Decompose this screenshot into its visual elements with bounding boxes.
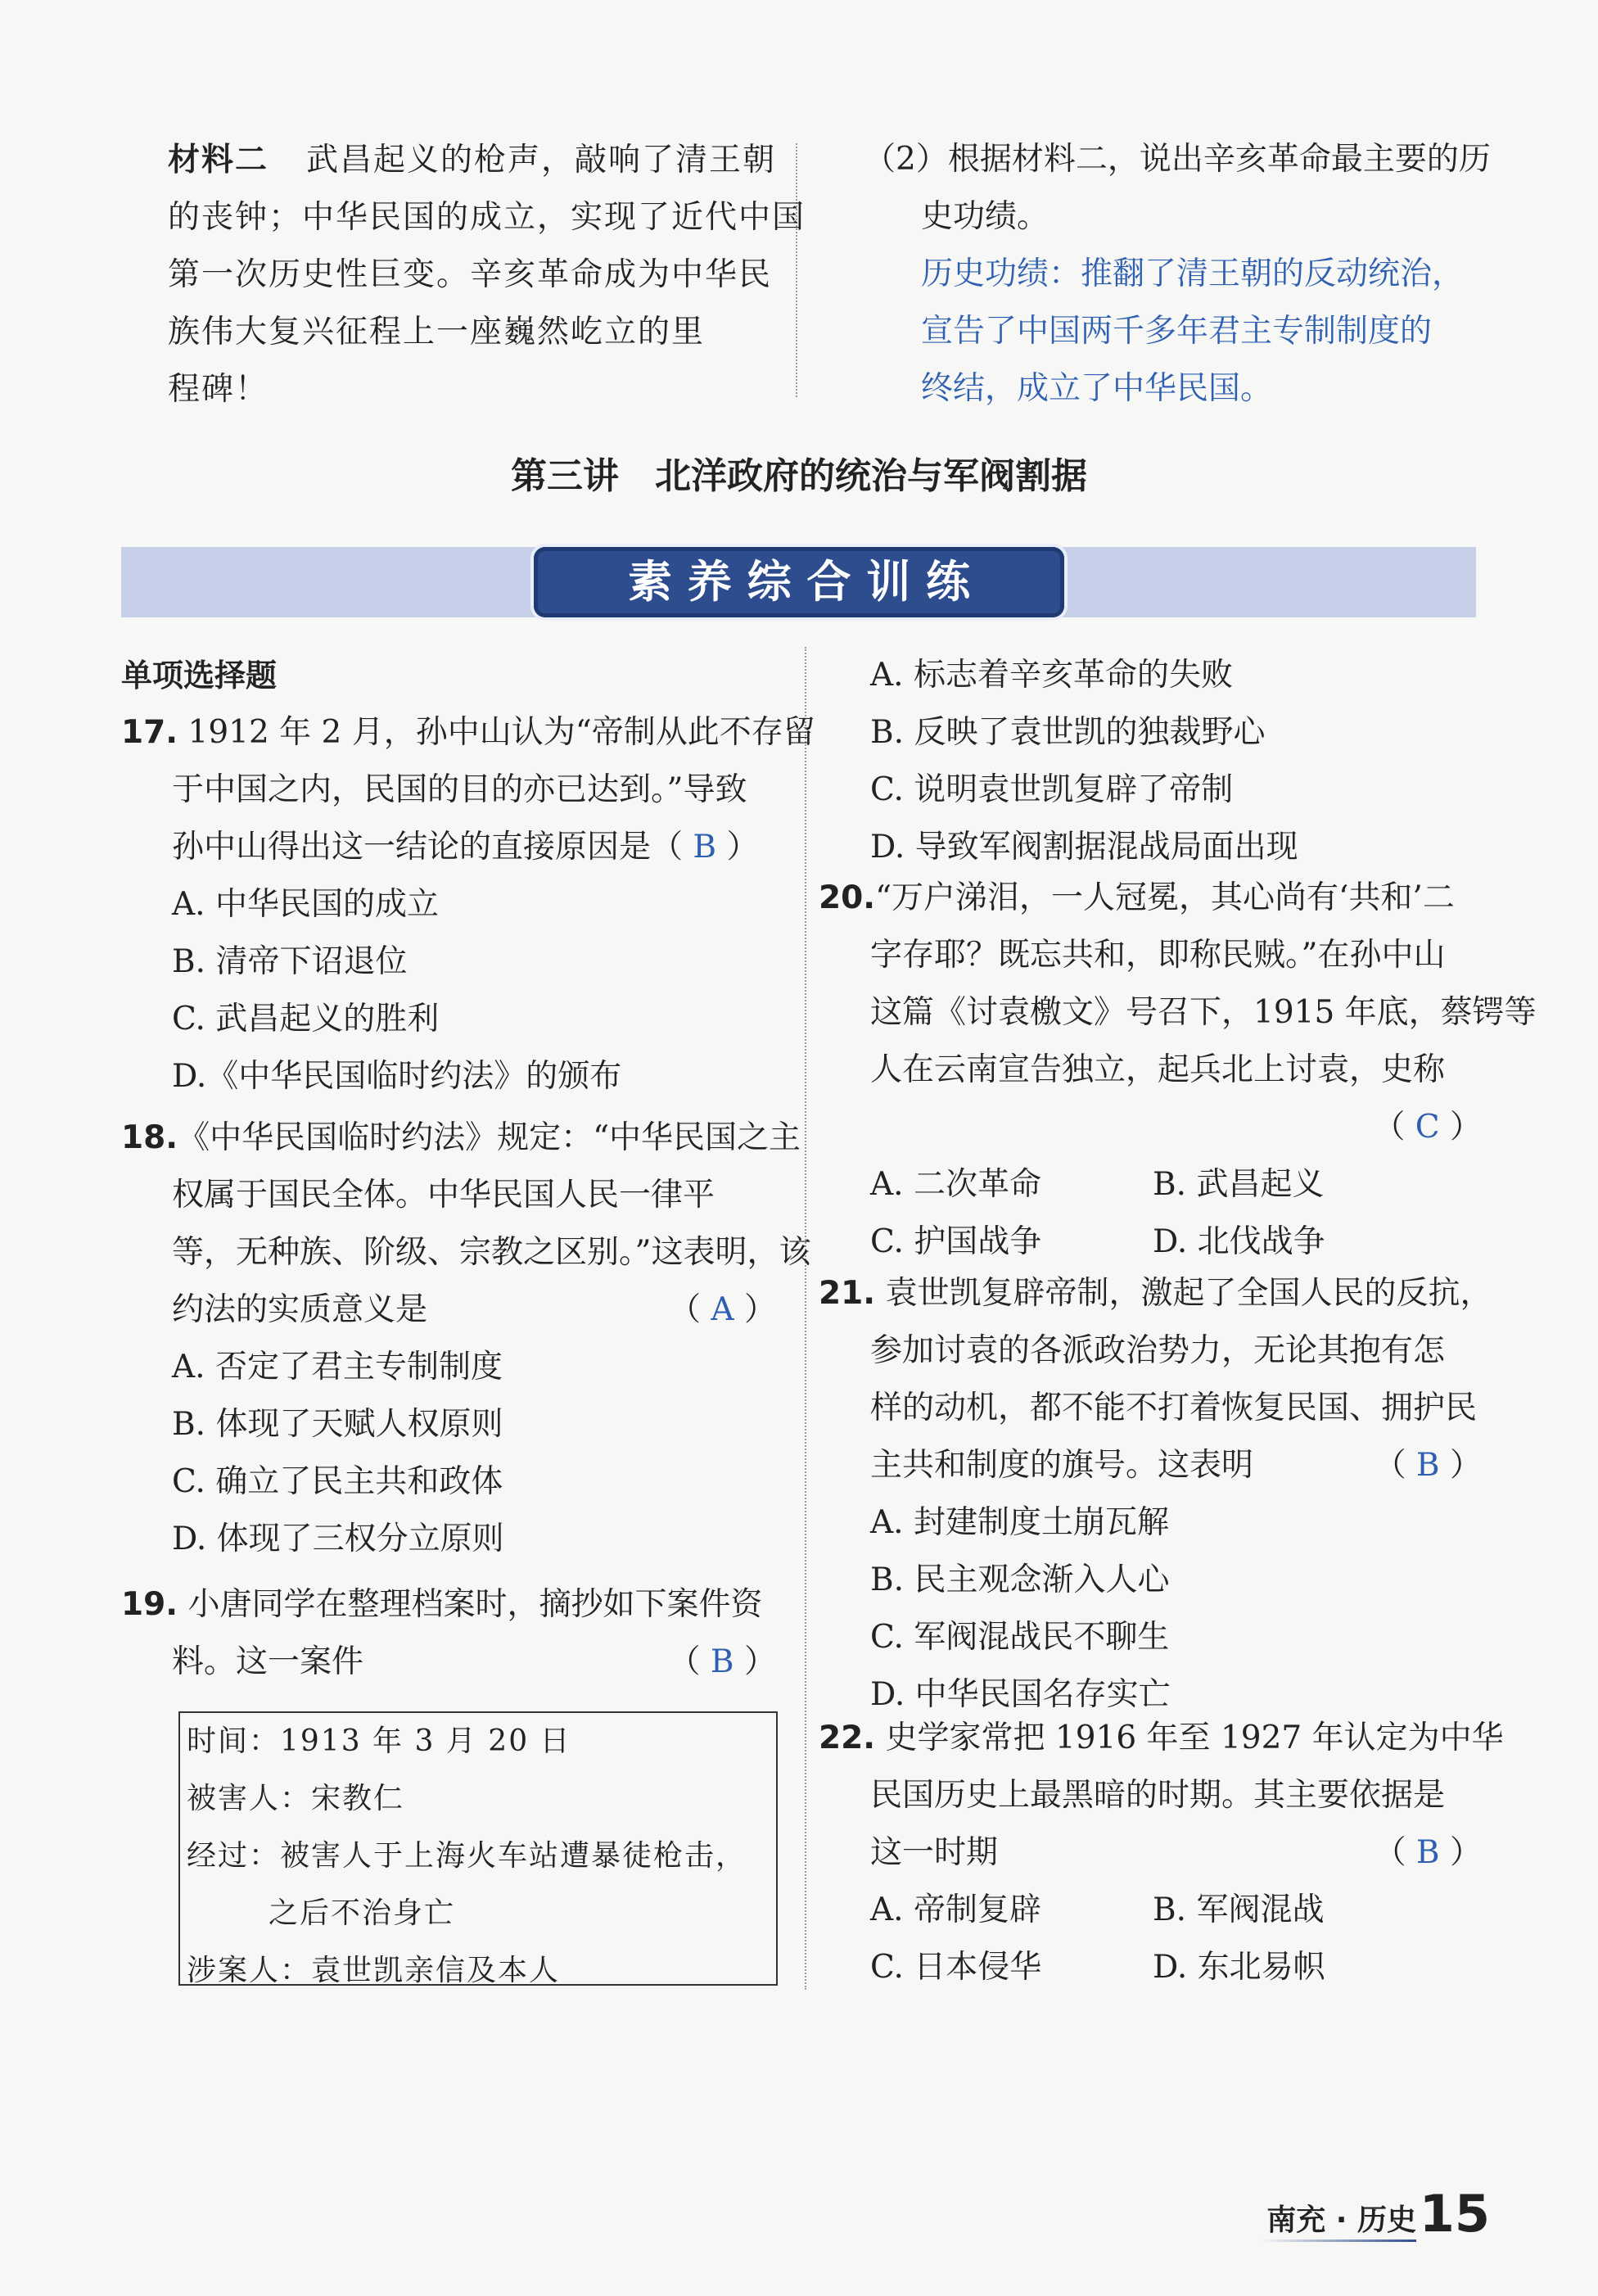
q20-answer-paren: （ C ） <box>1373 1109 1482 1146</box>
q20-line-1: 20.“万户涕泪，一人冠冕，其心尚有‘共和’二 <box>819 879 1455 916</box>
q2-answer-3: 终结，成立了中华民国。 <box>921 370 1273 407</box>
case-time: 时间：1913 年 3 月 20 日 <box>187 1724 571 1758</box>
q19-number: 19. <box>121 1586 178 1623</box>
q20-options-row-2 <box>819 1214 1482 1271</box>
q17-option-c: C. 武昌起义的胜利 <box>172 1001 440 1037</box>
column-divider <box>805 647 806 1990</box>
q19-case-box <box>178 1711 778 1986</box>
q22-option-b: B. 军阀混战 <box>1153 1891 1325 1928</box>
q22-answer-paren: （ B ） <box>1374 1834 1482 1871</box>
case-suspects: 涉案人：袁世凯亲信及本人 <box>187 1954 561 1987</box>
q19-line-2: 料。这一案件 （ B ） <box>121 1634 776 1691</box>
footer-underline <box>1261 2240 1416 2242</box>
material2-line-3: 第一次历史性巨变。辛亥革命成为中华民 <box>168 256 773 293</box>
q18-option-d: D. 体现了三权分立原则 <box>172 1521 504 1557</box>
q19-line-1: 19. 小唐同学在整理档案时，摘抄如下案件资 <box>121 1586 763 1623</box>
material2-label: 材料二 <box>168 141 269 179</box>
lecture-title: 第三讲 北洋政府的统治与军阀割据 <box>511 455 1087 497</box>
q18-answer: A <box>711 1291 734 1328</box>
q17-option-a: A. 中华民国的成立 <box>172 886 439 923</box>
q19-option-a: A. 标志着辛亥革命的失败 <box>870 657 1233 694</box>
material2-line-4: 族伟大复兴征程上一座巍然屹立的里 <box>168 314 706 350</box>
q18-option-a: A. 否定了君主专制制度 <box>172 1349 503 1385</box>
q21-line-3: 样的动机，都不能不打着恢复民国、拥护民 <box>870 1390 1478 1426</box>
question-2 <box>864 131 1491 418</box>
q19-option-c: C. 说明袁世凯复辟了帝制 <box>870 771 1234 808</box>
q19-option-b: B. 反映了袁世凯的独裁野心 <box>870 714 1266 751</box>
q21-option-b: B. 民主观念渐入人心 <box>870 1562 1170 1598</box>
q17-line-2: 于中国之内，民国的目的亦已达到。”导致 <box>172 771 747 808</box>
material2 <box>168 131 806 418</box>
q20 <box>819 870 1537 1271</box>
q20-answer: C <box>1415 1109 1440 1146</box>
q22-answer: B <box>1415 1834 1440 1871</box>
banner-text: 素 养 综 合 训 练 <box>628 556 970 608</box>
q21-option-c: C. 军阀混战民不聊生 <box>870 1619 1170 1656</box>
q19-options <box>870 647 1298 876</box>
q21-option-a: A. 封建制度土崩瓦解 <box>870 1504 1169 1541</box>
q20-number: 20. <box>819 879 876 916</box>
material2-line-1: 材料二 武昌起义的枪声，敲响了清王朝 <box>168 141 777 179</box>
q22-option-a: A. 帝制复辟 <box>870 1891 1041 1928</box>
case-process-cont: 之后不治身亡 <box>269 1896 456 1930</box>
q18-line-1: 18.《中华民国临时约法》规定：“中华民国之主 <box>121 1119 801 1156</box>
q19-answer: B <box>710 1643 734 1680</box>
q17-option-b: B. 清帝下诏退位 <box>172 943 408 980</box>
q18-line-3: 等，无种族、阶级、宗教之区别。”这表明，该 <box>172 1234 811 1271</box>
q18-answer-paren: （ A ） <box>669 1291 776 1328</box>
q22-line-2: 民国历史上最黑暗的时期。其主要依据是 <box>870 1777 1446 1814</box>
q17 <box>121 704 815 1105</box>
q19 <box>121 1576 776 1691</box>
page-number: 15 <box>1419 2184 1490 2244</box>
q21 <box>819 1265 1492 1724</box>
q22-option-c: C. 日本侵华 <box>870 1949 1042 1986</box>
q21-line-1: 21. 袁世凯复辟帝制，激起了全国人民的反抗， <box>819 1275 1492 1312</box>
q17-option-d: D.《中华民国临时约法》的颁布 <box>172 1058 622 1095</box>
section-title: 单项选择题 <box>121 658 278 694</box>
banner-title <box>534 547 1064 617</box>
q17-line-1: 17. 1912 年 2 月，孙中山认为“帝制从此不存留 <box>121 714 815 751</box>
q18-line-4: 约法的实质意义是 （ A ） <box>121 1281 776 1339</box>
q20-option-a: A. 二次革命 <box>870 1166 1041 1203</box>
q20-option-b: B. 武昌起义 <box>1153 1166 1325 1203</box>
q17-line-3: 孙中山得出这一结论的直接原因是（ B ） <box>121 819 776 876</box>
q20-line-4: 人在云南宣告独立，起兵北上讨袁，史称 <box>870 1051 1446 1088</box>
q18-line-2: 权属于国民全体。中华民国人民一律平 <box>172 1177 715 1214</box>
q22-options-row-1 <box>819 1882 1482 1939</box>
q21-number: 21. <box>819 1275 876 1312</box>
q19-answer-paren: （ B ） <box>668 1643 776 1680</box>
q17-answer-paren: （ B ） <box>651 829 759 866</box>
q19-option-d: D. 导致军阀割据混战局面出现 <box>870 829 1298 866</box>
q21-answer-paren: （ B ） <box>1374 1447 1482 1484</box>
q17-answer: B <box>693 829 717 866</box>
q22-option-d: D. 东北易帜 <box>1153 1949 1325 1986</box>
q2-line-2: 史功绩。 <box>921 198 1050 235</box>
q21-option-d: D. 中华民国名存实亡 <box>870 1676 1171 1713</box>
material2-line-2: 的丧钟；中华民国的成立，实现了近代中国 <box>168 199 806 236</box>
case-victim: 被害人：宋教仁 <box>187 1782 405 1815</box>
footer-label: 南充 · 历史 <box>1266 2203 1416 2237</box>
q17-number: 17. <box>121 714 178 751</box>
case-process: 经过：被害人于上海火车站遭暴徒枪击， <box>187 1839 747 1873</box>
q2-line-1: （2）根据材料二，说出辛亥革命最主要的历 <box>864 141 1491 178</box>
q20-option-c: C. 护国战争 <box>870 1223 1042 1260</box>
q20-options-row-1 <box>819 1156 1482 1214</box>
q20-answer-line <box>819 1099 1482 1156</box>
footer <box>1261 2182 1506 2248</box>
q18-option-c: C. 确立了民主共和政体 <box>172 1463 503 1500</box>
q21-line-2: 参加讨袁的各派政治势力，无论其抱有怎 <box>870 1332 1446 1369</box>
q20-line-3: 这篇《讨袁檄文》号召下，1915 年底，蔡锷等 <box>870 994 1537 1031</box>
q22-options-row-2 <box>819 1939 1482 1996</box>
q22-line-3: 这一时期 （ B ） <box>819 1824 1482 1882</box>
q22-number: 22. <box>819 1720 876 1756</box>
material2-line-5: 程碑！ <box>168 371 269 408</box>
q21-line-4: 主共和制度的旗号。这表明 （ B ） <box>819 1437 1482 1494</box>
q2-answer-1: 历史功绩：推翻了清王朝的反动统治， <box>921 255 1465 292</box>
q18-number: 18. <box>121 1119 178 1156</box>
q18-option-b: B. 体现了天赋人权原则 <box>172 1406 503 1443</box>
q22-line-1: 22. 史学家常把 1916 年至 1927 年认定为中华 <box>819 1720 1504 1756</box>
q21-answer: B <box>1415 1447 1440 1484</box>
q22 <box>819 1710 1504 1996</box>
q20-line-2: 字存耶？既忘共和，即称民贼。”在孙中山 <box>870 937 1446 974</box>
q2-answer-2: 宣告了中国两千多年君主专制制度的 <box>921 313 1433 350</box>
q18 <box>121 1110 811 1568</box>
q20-option-d: D. 北伐战争 <box>1153 1223 1325 1260</box>
